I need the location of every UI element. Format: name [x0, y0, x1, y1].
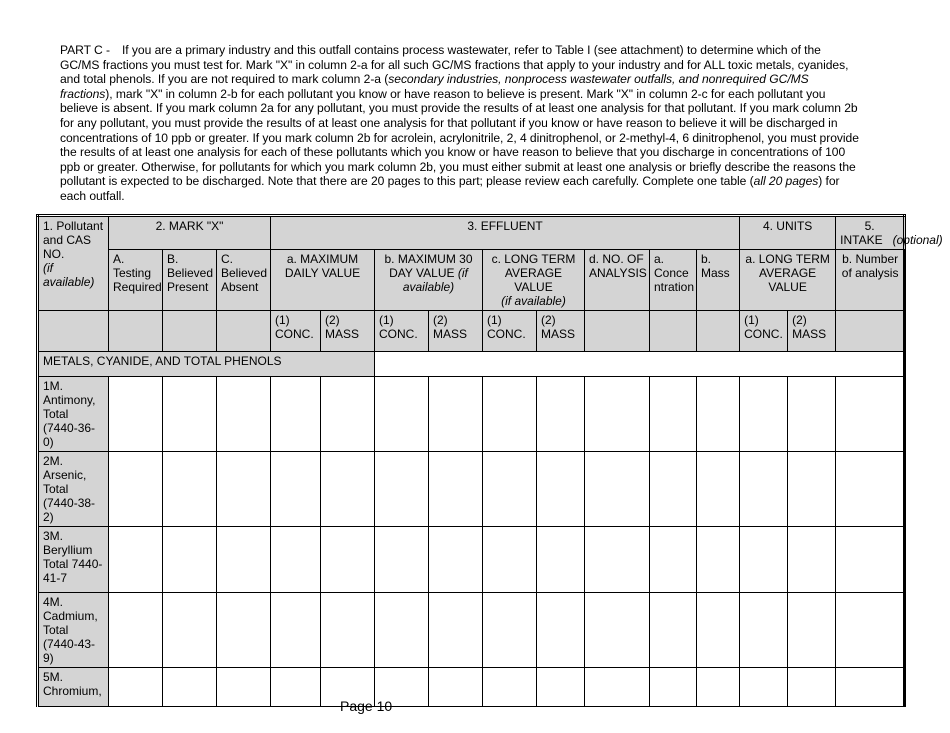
form-cell[interactable] [271, 593, 321, 668]
intake-header-note: (optional) [892, 233, 943, 247]
form-cell[interactable] [537, 527, 585, 593]
instruction-text-1: If you are a primary industry and this outfall contains process wastewater, refer to Table I (see attachment) to determine which of the GC/MS fractions you must test for. Mark "X" in column 2-a for all such GC/MS fractions that apply to your industry and for ALL toxic metals, cyanides, and total phenols. If you are not required to mark column 2-a ( [60, 43, 849, 87]
part-label: PART C - [60, 43, 110, 57]
form-cell[interactable] [429, 668, 483, 707]
believed-present-header: B. Believed Present [163, 250, 217, 311]
form-cell[interactable] [650, 668, 697, 707]
number-of-analysis-header: d. NO. OF ANALYSIS [585, 250, 650, 311]
form-cell[interactable] [321, 452, 375, 527]
form-cell[interactable] [585, 377, 650, 452]
form-cell[interactable] [740, 377, 788, 452]
intake-number-of-analysis-header: b. Number of analysis [836, 250, 905, 311]
form-cell[interactable] [483, 527, 537, 593]
pollutant-header-line3: NO. [43, 247, 65, 261]
max-daily-mass-header: (2) MASS [321, 311, 375, 352]
long-term-average-note: (if available) [501, 294, 566, 308]
header-spacer [217, 311, 271, 352]
mark-x-header: 2. MARK "X" [109, 216, 271, 250]
long-term-average-header [483, 250, 585, 311]
form-cell[interactable] [217, 593, 271, 668]
form-cell[interactable] [537, 593, 585, 668]
part-c-instructions [60, 43, 860, 204]
form-cell[interactable] [271, 527, 321, 593]
max-30-day-value-header [375, 250, 483, 311]
form-cell[interactable] [788, 452, 836, 527]
long-term-conc-header: (1) CONC. [483, 311, 537, 352]
form-cell[interactable] [109, 377, 163, 452]
pollutant-header-line1: 1. Pollutant [43, 219, 104, 233]
max-30-day-conc-header: (1) CONC. [375, 311, 429, 352]
instruction-italic-2: all 20 pages [753, 174, 819, 189]
form-cell[interactable] [163, 668, 217, 707]
header-spacer [836, 311, 905, 352]
form-cell[interactable] [697, 593, 740, 668]
form-cell[interactable] [321, 377, 375, 452]
pollutant-name: 3M. Beryllium Total 7440-41-7 [38, 527, 109, 593]
form-cell[interactable] [836, 527, 905, 593]
form-cell[interactable] [740, 593, 788, 668]
max-daily-conc-header: (1) CONC. [271, 311, 321, 352]
units-mass-header: b. Mass [697, 250, 740, 311]
intake-mass-header: (2) MASS [788, 311, 836, 352]
intake-conc-header: (1) CONC. [740, 311, 788, 352]
form-cell[interactable] [375, 527, 429, 593]
table-row [38, 668, 905, 707]
form-cell[interactable] [697, 452, 740, 527]
form-cell[interactable] [650, 452, 697, 527]
form-cell[interactable] [537, 452, 585, 527]
form-cell[interactable] [217, 377, 271, 452]
header-spacer [109, 311, 163, 352]
max-daily-value-header: a. MAXIMUM DAILY VALUE [271, 250, 375, 311]
form-cell[interactable] [650, 593, 697, 668]
form-cell[interactable] [271, 377, 321, 452]
form-cell[interactable] [697, 377, 740, 452]
form-cell[interactable] [788, 668, 836, 707]
form-cell[interactable] [163, 452, 217, 527]
form-cell[interactable] [788, 527, 836, 593]
units-header: 4. UNITS [740, 216, 836, 250]
form-cell[interactable] [163, 527, 217, 593]
form-cell[interactable] [217, 668, 271, 707]
form-cell[interactable] [483, 452, 537, 527]
form-cell[interactable] [163, 593, 217, 668]
header-spacer [38, 311, 109, 352]
form-cell[interactable] [321, 527, 375, 593]
form-cell[interactable] [740, 452, 788, 527]
form-cell[interactable] [537, 377, 585, 452]
section-heading-metals: METALS, CYANIDE, AND TOTAL PHENOLS [38, 352, 375, 377]
form-cell[interactable] [585, 452, 650, 527]
intake-header [836, 216, 943, 250]
pollutant-column-header [38, 216, 109, 311]
header-spacer [650, 311, 697, 352]
form-cell[interactable] [740, 668, 788, 707]
table-row [38, 377, 905, 452]
form-cell[interactable] [537, 668, 585, 707]
form-cell[interactable] [788, 377, 836, 452]
form-cell[interactable] [109, 593, 163, 668]
page-number: Page 10 [340, 698, 393, 714]
pollutant-name: 4M. Cadmium, Total (7440-43-9) [38, 593, 109, 668]
header-spacer [585, 311, 650, 352]
form-cell[interactable] [271, 668, 321, 707]
form-cell[interactable] [650, 377, 697, 452]
max-30-day-note: (if available) [402, 266, 468, 294]
form-cell[interactable] [836, 377, 905, 452]
form-cell[interactable] [740, 527, 788, 593]
form-cell[interactable] [836, 452, 905, 527]
form-cell[interactable] [217, 527, 271, 593]
intake-long-term-average-header: a. LONG TERM AVERAGE VALUE [740, 250, 836, 311]
form-cell[interactable] [375, 452, 429, 527]
table-row [38, 593, 905, 668]
instruction-text-3: ) for each outfall. [60, 174, 840, 203]
max-30-day-mass-header: (2) MASS [429, 311, 483, 352]
instruction-italic-1: secondary industries, nonprocess wastewater outfalls, and nonrequired GC/MS fractions [60, 72, 809, 101]
instruction-text-2: ), mark "X" in column 2-b for each pollutant you know or have reason to believe is present. Mark "X" in column 2-c for each pollutant you believe is absent. If you mark column 2a for any pollutant, you must provide the results of at least one analysis for that pollutant. If you mark column 2b for any pollutant, you must provide the results of at least one analysis for that pollutant if you know or have reason to believe it will be discharged in concentrations of 10 ppb or greater. If you mark column 2b for acrolein, acrylonitrile, 2, 4 dinitrophenol, or 2-methyl-4, 6 dinitrophenol, you must provide the results of at least one analysis for each of these pollutants which you know or have reason to believe that you discharge in concentrations of 100 ppb or greater. Otherwise, for pollutants for which you mark column 2b, you must either submit at least one analysis or briefly describe the reasons the pollutant is expected to be discharged. Note that there are 20 pages to this part; please review each carefully. Complete one table ( [60, 86, 859, 189]
form-cell[interactable] [429, 527, 483, 593]
long-term-average-label: c. LONG TERM AVERAGE VALUE [491, 252, 576, 294]
header-spacer [163, 311, 217, 352]
form-cell[interactable] [429, 377, 483, 452]
pollutant-name: 5M. Chromium, [38, 668, 109, 707]
testing-required-header: A. Testing Required [109, 250, 163, 311]
form-cell[interactable] [585, 593, 650, 668]
form-cell[interactable] [163, 377, 217, 452]
pollutant-header-line2: and CAS [43, 233, 92, 247]
header-spacer [697, 311, 740, 352]
form-cell[interactable] [217, 452, 271, 527]
form-cell[interactable] [483, 593, 537, 668]
effluent-header: 3. EFFLUENT [271, 216, 740, 250]
form-cell[interactable] [836, 668, 905, 707]
form-cell[interactable] [429, 452, 483, 527]
form-cell[interactable] [375, 593, 429, 668]
form-cell[interactable] [321, 593, 375, 668]
form-cell[interactable] [650, 527, 697, 593]
form-cell[interactable] [585, 527, 650, 593]
max-30-day-label: b. MAXIMUM 30 DAY VALUE [384, 252, 473, 280]
units-concentration-header: a. Conce ntration [650, 250, 697, 311]
pollutant-form-table [36, 214, 943, 707]
pollutant-name: 1M. Antimony, Total (7440-36-0) [38, 377, 109, 452]
table-row [38, 527, 905, 593]
pollutant-header-note: (if available) [43, 261, 95, 289]
form-cell[interactable] [585, 668, 650, 707]
form-cell[interactable] [788, 593, 836, 668]
long-term-mass-header: (2) MASS [537, 311, 585, 352]
pollutant-name: 2M. Arsenic, Total (7440-38-2) [38, 452, 109, 527]
section-heading-blank [375, 352, 905, 377]
form-cell[interactable] [697, 527, 740, 593]
form-cell[interactable] [697, 668, 740, 707]
form-cell[interactable] [375, 377, 429, 452]
form-cell[interactable] [271, 452, 321, 527]
form-cell[interactable] [109, 452, 163, 527]
form-cell[interactable] [109, 527, 163, 593]
believed-absent-header: C. Believed Absent [217, 250, 271, 311]
form-cell[interactable] [483, 377, 537, 452]
table-row [38, 452, 905, 527]
form-cell[interactable] [429, 593, 483, 668]
form-cell[interactable] [109, 668, 163, 707]
intake-header-title: 5. INTAKE [840, 219, 883, 247]
form-cell[interactable] [483, 668, 537, 707]
form-cell[interactable] [836, 593, 905, 668]
